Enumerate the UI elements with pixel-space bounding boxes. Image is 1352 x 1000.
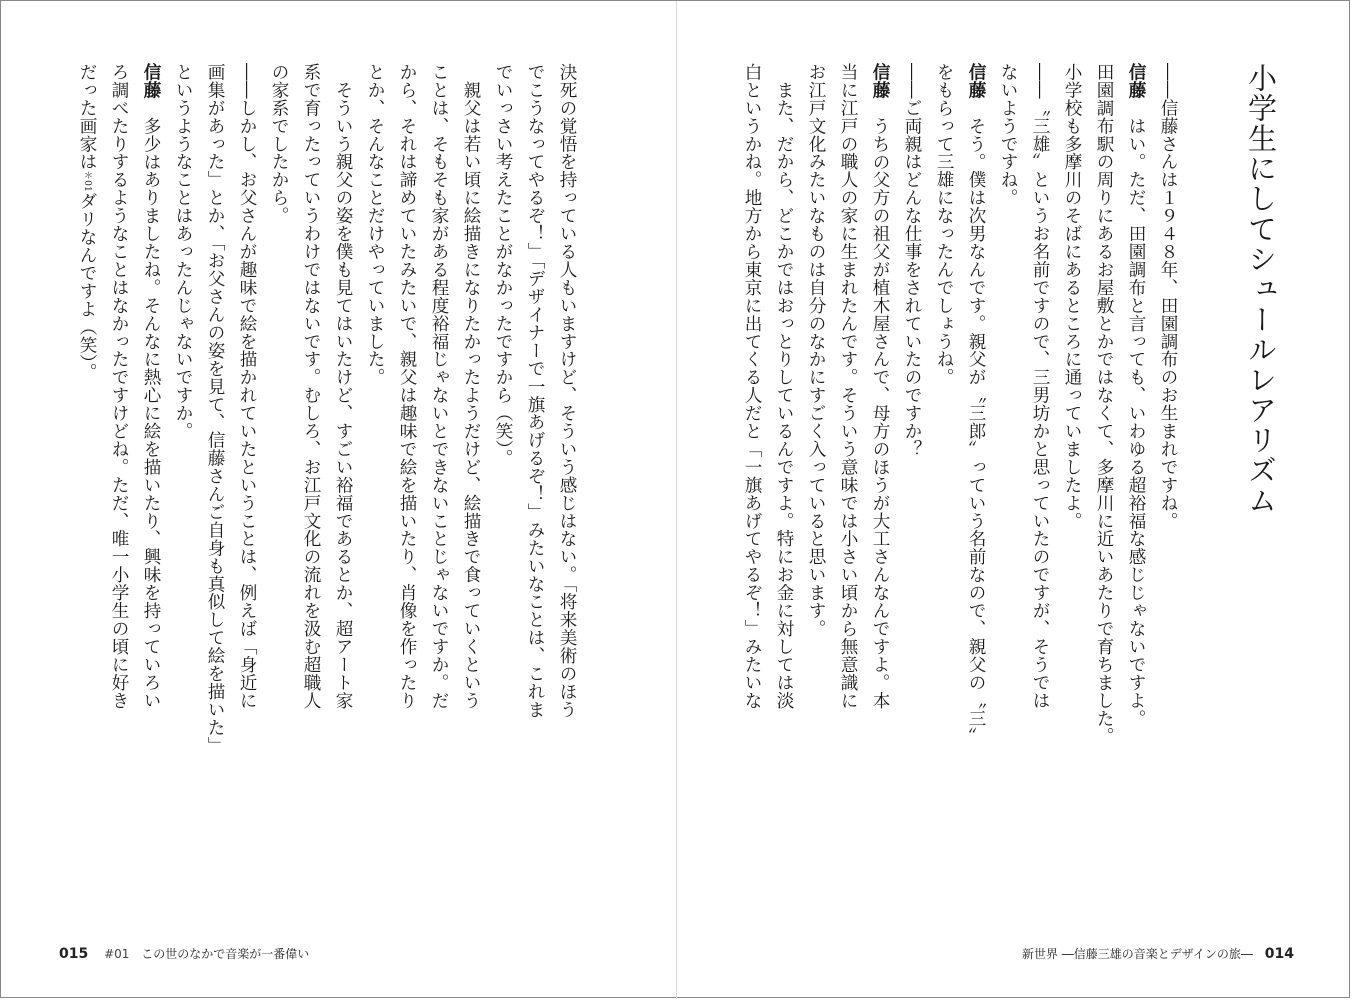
text-line (864, 63, 896, 745)
text-line (135, 63, 167, 754)
left-page-body (71, 63, 583, 754)
text-line: でこうなってやるぞ！」「デザイナーで一旗あげるぞ！」みたいなことは、これま (525, 63, 545, 719)
text-line: 白というかね。地方から東京に出てくる人だと「一旗あげてやるぞ！」みたいな (742, 63, 762, 710)
text-line: また、だから、どこかではおっとりしているんですよ。特にお金に対しては淡 (774, 63, 794, 710)
text-line: でいっさい考えたことがなかったですから（笑）。 (493, 63, 513, 468)
text-line: そういう親父の姿を僕も見てはいたけど、すごい裕福であるとか、超アート家 (333, 63, 353, 710)
text-line: ないようですね。 (998, 63, 1018, 207)
footer-right (1014, 945, 1294, 962)
page-number-right: 014 (1264, 946, 1294, 962)
paragraph (71, 63, 167, 754)
chapter-number: #01 (104, 947, 130, 961)
speaker-name: 信藤 (141, 63, 161, 99)
text-line: 親父は若い頃に絵描きになりたかったようだけど、絵描きで食っていくという (461, 63, 481, 710)
text-line: ――信藤さんは１９４８年、田園調布のお生まれですね。 (1158, 63, 1178, 530)
chapter-title: この世のなかで音楽が一番偉い (141, 947, 310, 961)
text-line: ――しかし、お父さんが趣味で絵を描かれていたということは、例えば「身近に (237, 63, 257, 710)
paragraph (800, 63, 896, 745)
paragraph (1056, 63, 1152, 745)
text-line: の家系でしたから。 (269, 63, 289, 225)
text-line: 当に江戸の職人の家に生まれたんです。そういう意味では小さい頃から無意識に (838, 63, 858, 710)
text-line: をもらって三雄になったんでしょうね。 (934, 63, 954, 387)
section-heading: 小学生にしてシュールレアリズム (1244, 63, 1278, 516)
page-number-left: 015 (59, 946, 89, 962)
paragraph (359, 63, 487, 754)
text-line: だった画家は＊01ダリなんですよ（笑）。 (77, 63, 97, 381)
line-text: そう。僕は次男なんです。親父が〝三郎〟っていう名前なので、親父の〝三〟 (966, 98, 986, 746)
paragraph (1152, 63, 1184, 745)
text-line: 系で育ったっていうわけではないです。むしろ、お江戸文化の流れを汲む超職人 (301, 63, 321, 710)
paragraph (928, 63, 992, 745)
text-line: というようなことはあったんじゃないですか。 (173, 63, 193, 440)
text-line: 決死の覚悟を持っている人もいますけど、そういう感じはない。「将来美術のほう (557, 63, 577, 719)
text-line (960, 63, 992, 745)
text-line: ことは、そもそも家がある程度裕福じゃないとできないことじゃないですか。だ (429, 63, 449, 710)
paragraph (487, 63, 583, 754)
right-page-body (736, 63, 1184, 745)
paragraph (896, 63, 928, 745)
footnote-mark: ＊01 (82, 170, 92, 193)
text-line (1120, 63, 1152, 745)
line-text: はい。ただ、田園調布と言っても、いわゆる超裕福な感じじゃないですよ。 (1126, 98, 1146, 728)
line-text: 多少はありましたね。そんなに熱心に絵を描いたり、興味を持っていろい (141, 98, 161, 710)
paragraph (992, 63, 1056, 745)
footer-left (59, 945, 317, 962)
text-line: ――ご両親はどんな仕事をされていたのですか？ (902, 63, 922, 458)
speaker-name: 信藤 (870, 63, 890, 99)
paragraph (167, 63, 263, 754)
line-text: うちの父方の祖父が植木屋さんで、母方のほうが大工さんなんですよ。本 (870, 98, 890, 710)
text-line: とか、そんなことだけやっていました。 (365, 63, 385, 387)
text-line: 小学校も多摩川のそばにあるところに通っていましたよ。 (1062, 63, 1082, 530)
text-line: ――〝三雄〟というお名前ですので、三男坊かと思っていたのですが、そうでは (1030, 63, 1050, 710)
text-line: お江戸文化みたいなものは自分のなかにすごく入っていると思います。 (806, 63, 826, 638)
text-line: から、それは諦めていたみたいで、親父は趣味で絵を描いたり、肖像を作ったり (397, 63, 417, 710)
text-line: 田園調布駅の周りにあるお屋敷とかではなくて、多摩川に近いあたりで育ちました。 (1094, 63, 1114, 746)
paragraph (263, 63, 359, 754)
speaker-name: 信藤 (966, 63, 986, 99)
speaker-name: 信藤 (1126, 63, 1146, 99)
text-line: 画集があった」とか、「お父さんの姿を見て、信藤さんご自身も真似して絵を描いた」 (205, 63, 225, 755)
page-gutter (676, 1, 677, 999)
text-line: ろ調べたりするようなことはなかったですけどね。ただ、唯一小学生の頃に好き (109, 63, 129, 710)
running-title: 新世界 ―信藤三雄の音楽とデザインの旅― (1021, 947, 1253, 961)
paragraph (736, 63, 800, 745)
